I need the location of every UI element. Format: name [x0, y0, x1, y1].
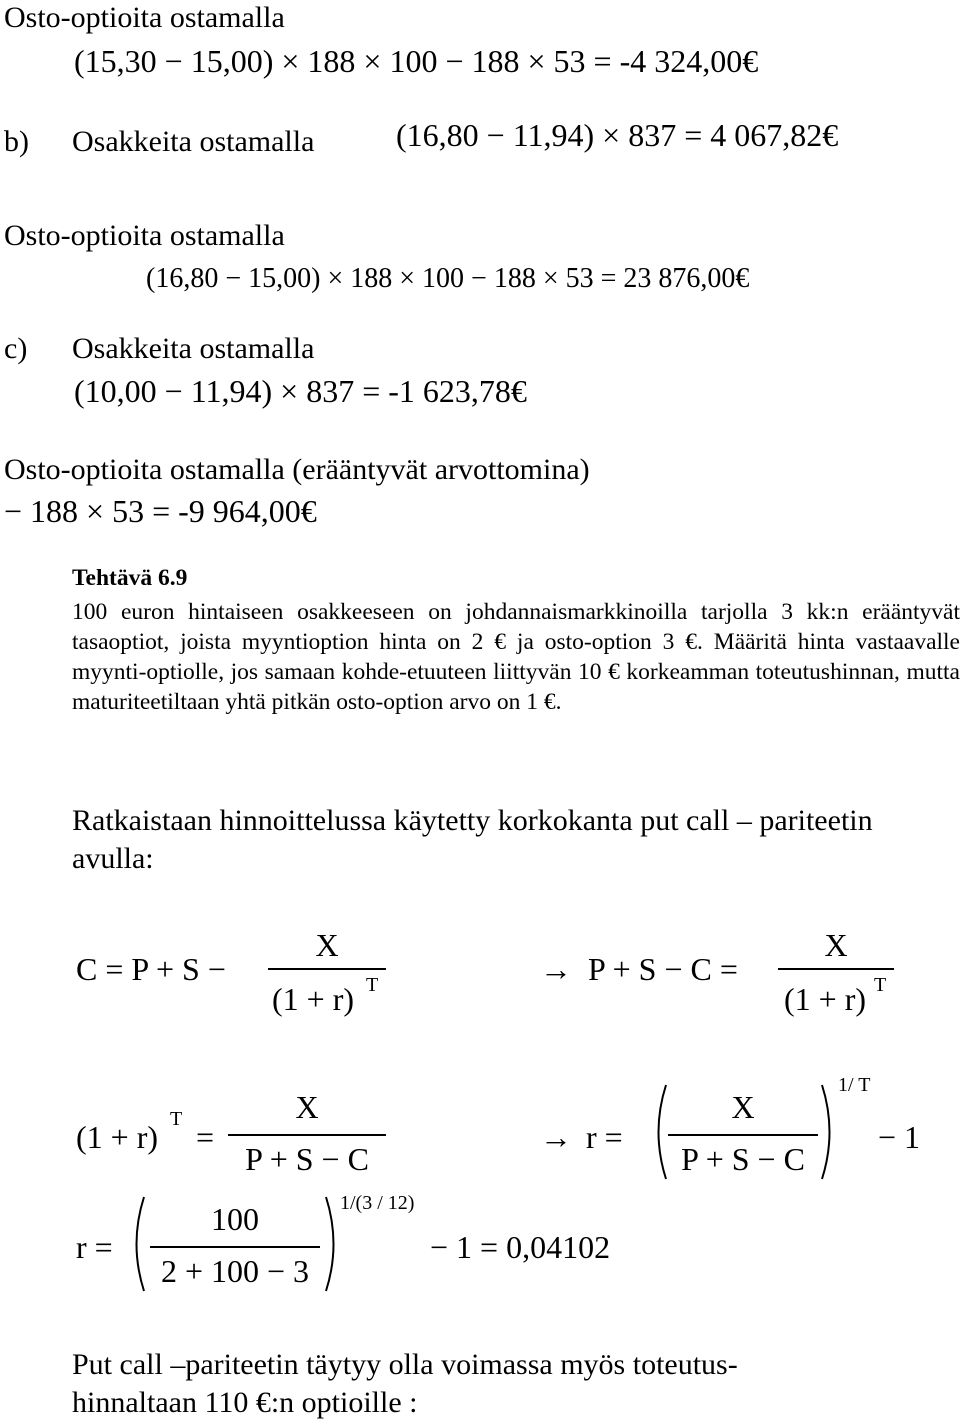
eq3-left: (1 + r)	[76, 1119, 159, 1155]
eq4-right-paren	[818, 1082, 840, 1182]
eq4-left: r =	[586, 1119, 623, 1155]
eq5-denominator: 2 + 100 − 3	[160, 1253, 310, 1289]
formula-osto-optioita-c: − 188 × 53 = -9 964,00€	[4, 493, 317, 529]
eq4-fraction-bar	[668, 1134, 818, 1136]
heading-osakkeita-b: Osakkeita ostamalla	[72, 125, 315, 158]
formula-osakkeita-b: (16,80 − 11,94) × 837 = 4 067,82€	[396, 117, 839, 153]
eq2-denominator-exp: T	[874, 974, 887, 996]
task-title: Tehtävä 6.9	[72, 565, 188, 591]
eq1-numerator: X	[315, 927, 339, 963]
eq3-fraction-bar	[228, 1134, 386, 1136]
eq2-numerator: X	[824, 927, 848, 963]
eq2-arrow: →	[540, 951, 572, 987]
eq4-exponent: 1/ T	[838, 1074, 871, 1096]
eq5-fraction-bar	[150, 1246, 320, 1248]
heading-osto-optioita-b: Osto-optioita ostamalla	[4, 219, 285, 252]
formula-osto-optioita-1: (15,30 − 15,00) × 188 × 100 − 188 × 53 = -4 324,00€	[74, 43, 759, 79]
eq5-tail: − 1 = 0,04102	[430, 1229, 611, 1265]
formula-osakkeita-c: (10,00 − 11,94) × 837 = -1 623,78€	[74, 373, 527, 409]
formula-osto-optioita-b: (16,80 − 15,00) × 188 × 100 − 188 × 53 = 23 876,00€	[146, 263, 750, 294]
eq1-left: C = P + S −	[76, 951, 226, 987]
eq1-denominator: (1 + r)	[272, 981, 355, 1017]
eq5-left: r =	[76, 1229, 113, 1265]
heading-osakkeita-c: Osakkeita ostamalla	[72, 332, 315, 365]
eq3-equals: =	[196, 1119, 215, 1155]
eq2-left: P + S − C =	[588, 951, 738, 987]
eq2-denominator: (1 + r)	[784, 981, 867, 1017]
task-body: 100 euron hintaiseen osakkeeseen on johdannaismarkkinoilla tarjolla 3 kk:n erääntyvät tasaoptiot, joista myyntioption hinta on 2 € ja osto-option 3 €. Määritä hinta vastaavalle myynti-optiolle, jos samaan kohde-etuuteen liittyvän 10 € korkeamman toteutushinnan, mutta maturiteetiltaan yhtä pitkän osto-option arvo on 1 €.	[72, 599, 960, 715]
solution-outro: Put call –pariteetin täytyy olla voimassa myös toteutus-hinnaltaan 110 €:n optioille :	[72, 1348, 738, 1419]
eq1-fraction-bar	[268, 968, 386, 970]
label-b: b)	[4, 125, 29, 158]
heading-osto-optioita-c: Osto-optioita ostamalla (erääntyvät arvottomina)	[4, 453, 590, 486]
eq4-numerator: X	[731, 1089, 755, 1125]
eq3-numerator: X	[295, 1089, 319, 1125]
eq3-left-exp: T	[170, 1108, 183, 1130]
eq2-fraction-bar	[778, 968, 894, 970]
eq4-tail: − 1	[878, 1119, 921, 1155]
eq5-exponent: 1/(3 / 12)	[340, 1192, 415, 1214]
solution-intro: Ratkaistaan hinnoittelussa käytetty korkokanta put call – pariteetin avulla:	[72, 804, 873, 875]
eq4-denominator: P + S − C	[681, 1141, 805, 1177]
eq3-denominator: P + S − C	[245, 1141, 369, 1177]
heading-osto-optioita-1: Osto-optioita ostamalla	[4, 1, 285, 34]
eq4-left-paren	[648, 1082, 670, 1182]
eq5-numerator: 100	[211, 1201, 259, 1237]
eq1-denominator-exp: T	[366, 974, 379, 996]
label-c: c)	[4, 332, 28, 365]
eq5-left-paren	[126, 1194, 148, 1294]
eq4-arrow: →	[540, 1119, 572, 1155]
